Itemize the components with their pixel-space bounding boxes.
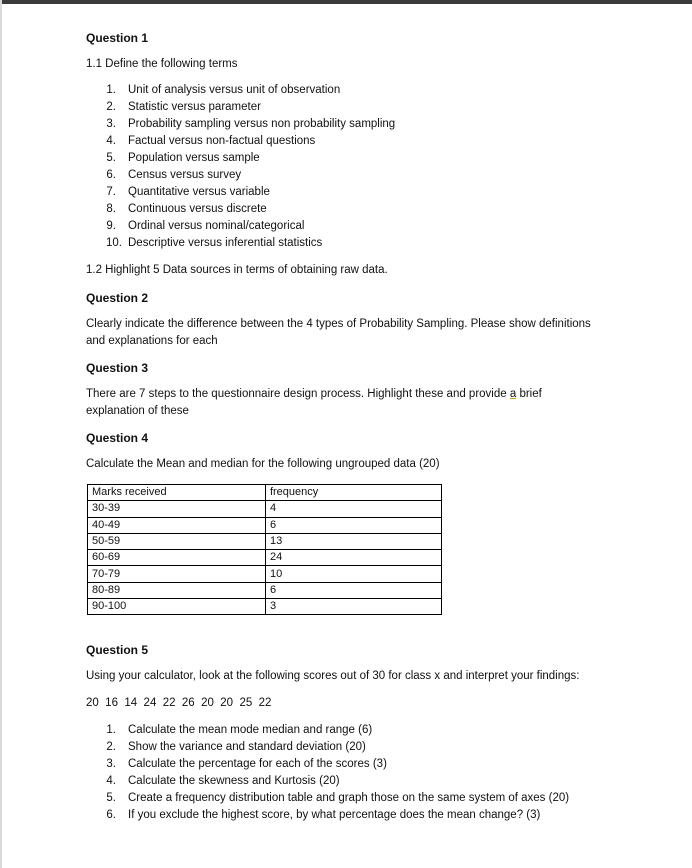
list-text: Unit of analysis versus unit of observation [128,84,341,96]
question-5-prompt: Using your calculator, look at the following scores out of 30 for class x and interpret your findings: [86,670,580,682]
list-number: 7. [106,186,116,198]
list-text: Descriptive versus inferential statistics [128,237,323,249]
list-number: 10. [106,237,122,249]
question-3-text-part: There are 7 steps to the questionnaire design process. Highlight these and provide [86,388,510,400]
frequency-cell: 6 [265,582,441,598]
list-text: Factual versus non-factual questions [128,135,316,147]
frequency-cell: 10 [265,566,441,582]
frequency-table [87,484,442,615]
question-3-marked-word: a [509,388,517,400]
question-3-heading: Question 3 [86,361,149,375]
table-header-row [88,485,442,501]
frequency-cell: 4 [265,501,441,517]
question-2-line-2: and explanations for each [86,335,218,347]
question-5-heading: Question 5 [86,643,149,657]
list-number: 5. [106,792,116,804]
list-number: 5. [106,152,116,164]
column-header-frequency: frequency [265,485,441,501]
list-number: 3. [106,758,116,770]
list-text: Calculate the skewness and Kurtosis (20) [128,775,340,787]
marks-cell: 70-79 [88,566,266,582]
list-text: Statistic versus parameter [128,101,261,113]
question-2-line-1: Clearly indicate the difference between the 4 types of Probability Sampling. Please show definitions [86,318,591,330]
frequency-cell: 3 [265,599,441,615]
list-number: 2. [106,741,116,753]
marks-cell: 90-100 [88,599,266,615]
list-number: 6. [106,169,116,181]
list-text: Create a frequency distribution table and graph those on the same system of axes (20) [128,792,570,804]
table-row [88,599,442,615]
list-number: 4. [106,135,116,147]
list-number: 1. [106,84,116,96]
marks-cell: 40-49 [88,517,266,533]
question-3-line-1 [86,388,542,400]
list-text: Calculate the mean mode median and range (6) [128,724,373,736]
list-text: Ordinal versus nominal/categorical [128,220,305,232]
list-number: 2. [106,101,116,113]
question-4-prompt: Calculate the Mean and median for the following ungrouped data (20) [86,458,440,470]
list-text: Continuous versus discrete [128,203,267,215]
question-4-heading: Question 4 [86,431,149,445]
list-text: Probability sampling versus non probability sampling [128,118,396,130]
table-row [88,550,442,566]
frequency-cell: 13 [265,533,441,549]
list-text: Population versus sample [128,152,260,164]
question-1-heading: Question 1 [86,31,149,45]
question-1-2-text: 1.2 Highlight 5 Data sources in terms of obtaining raw data. [86,264,388,276]
list-text: Show the variance and standard deviation (20) [128,741,366,753]
question-3-line-2: explanation of these [86,405,189,417]
column-header-marks: Marks received [88,485,266,501]
list-text: If you exclude the highest score, by what percentage does the mean change? (3) [128,809,541,821]
marks-cell: 60-69 [88,550,266,566]
list-number: 3. [106,118,116,130]
list-number: 4. [106,775,116,787]
table-row [88,566,442,582]
question-2-heading: Question 2 [86,291,149,305]
list-number: 6. [106,809,116,821]
marks-cell: 80-89 [88,582,266,598]
question-3-text-part: brief [516,388,542,400]
frequency-cell: 24 [265,550,441,566]
table-row [88,517,442,533]
marks-cell: 30-39 [88,501,266,517]
frequency-cell: 6 [265,517,441,533]
table-row [88,533,442,549]
list-text: Quantitative versus variable [128,186,270,198]
list-number: 8. [106,203,116,215]
table-row [88,501,442,517]
list-number: 1. [106,724,116,736]
scores-line: 20 16 14 24 22 26 20 20 25 22 [86,697,272,709]
marks-cell: 50-59 [88,533,266,549]
question-1-1-subheading: 1.1 Define the following terms [86,58,238,70]
list-text: Census versus survey [128,169,242,181]
list-text: Calculate the percentage for each of the scores (3) [128,758,387,770]
list-number: 9. [106,220,116,232]
table-row [88,582,442,598]
